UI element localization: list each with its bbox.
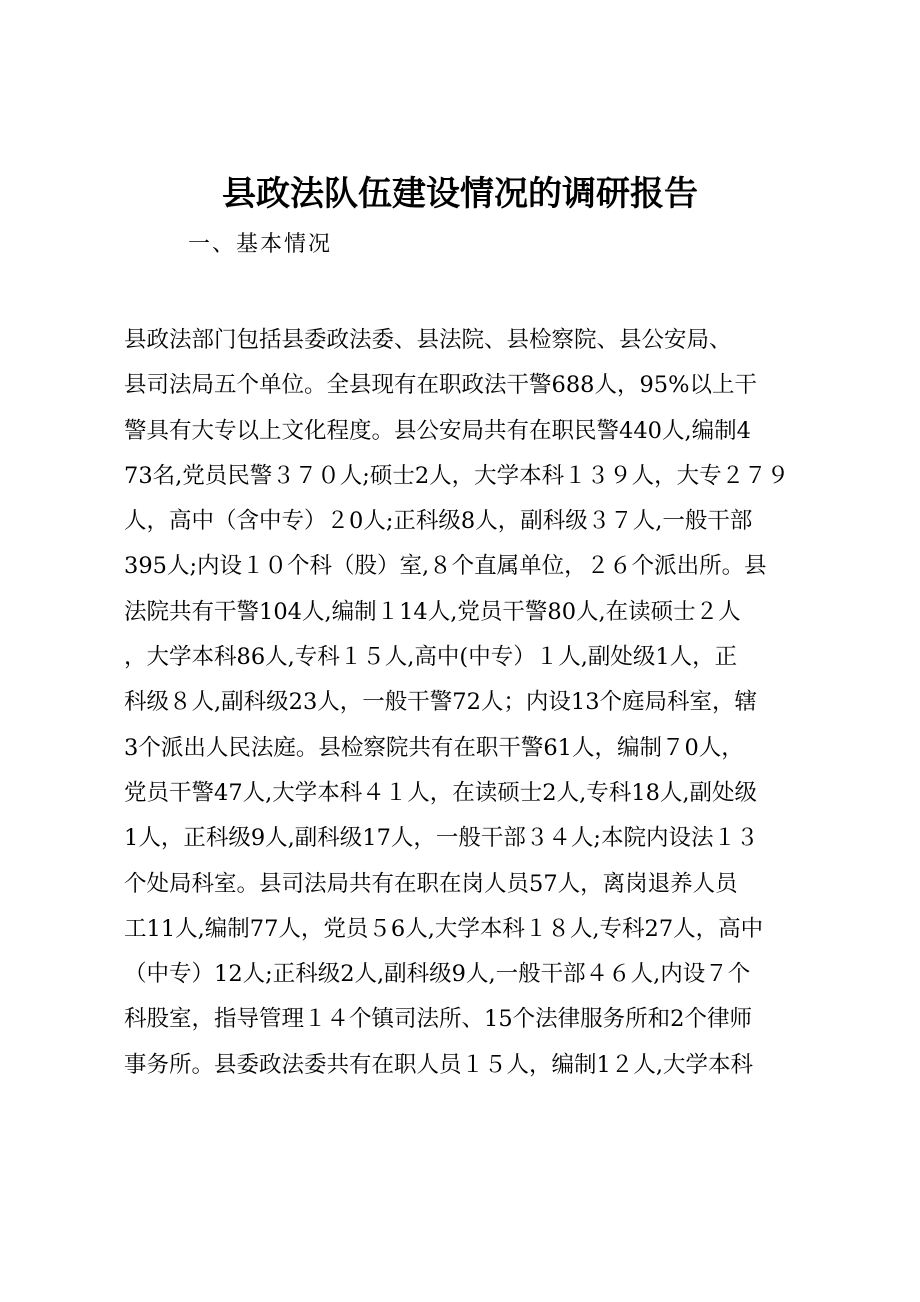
text-line: 1人，正科级9人,副科级17人，一般干部３４人;本院内设法１３ xyxy=(124,825,759,852)
text-line: 工11人,编制77人，党员５6人,大学本科１８人,专科27人，高中 xyxy=(124,915,764,942)
text-line: （中专）12人;正科级2人,副科级9人,一般干部４６人,内设７个 xyxy=(124,961,751,988)
text-line: 县政法部门包括县委政法委、县法院、县检察院、县公安局、 xyxy=(124,327,732,353)
text-line: 395人;内设１０个科（股）室,８个直属单位，２６个派出所。县 xyxy=(124,553,767,580)
text-line: ，大学本科86人,专科１５人,高中(中专）１人,副处级1人，正 xyxy=(124,644,738,671)
text-line: 人，高中（含中专）２0人;正科级8人，副科级３７人,一般干部 xyxy=(124,508,753,535)
text-line: 警具有大专以上文化程度。县公安局共有在职民警440人,编制4 xyxy=(124,417,751,444)
section-heading: 一、基本情况 xyxy=(188,232,333,257)
text-line: 事务所。县委政法委共有在职人员１５人，编制1２人,大学本科 xyxy=(124,1051,753,1078)
text-line: 3个派出人民法庭。县检察院共有在职干警61人，编制７0人， xyxy=(124,734,744,761)
text-line: 科级８人,副科级23人，一般干警72人；内设13个庭局科室，辖 xyxy=(124,689,758,716)
text-line: 法院共有干警104人,编制１14人,党员干警80人,在读硕士２人 xyxy=(124,598,741,625)
text-line: 县司法局五个单位。全县现有在职政法干警688人，95%以上干 xyxy=(124,372,757,399)
body-paragraph xyxy=(124,318,814,1088)
text-line: 党员干警47人,大学本科４１人，在读硕士2人,专科18人,副处级 xyxy=(124,779,758,806)
text-line: 科股室，指导管理１４个镇司法所、15个法律服务所和2个律师 xyxy=(124,1006,752,1033)
document-title: 县政法队伍建设情况的调研报告 xyxy=(222,174,698,214)
text-line: 73名,党员民警３７０人;硕士2人，大学本科１３９人，大专２７９ xyxy=(124,462,790,489)
text-line: 个处局科室。县司法局共有在职在岗人员57人，离岗退养人员 xyxy=(124,870,738,897)
